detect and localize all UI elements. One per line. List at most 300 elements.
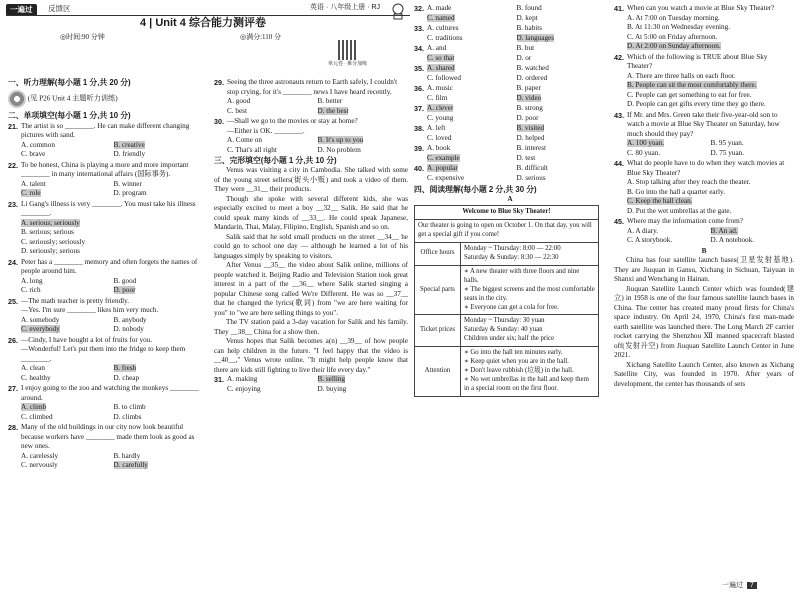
notice-line: ∗ Go into the hall ten minutes early. (464, 349, 563, 357)
answer-option[interactable] (517, 4, 607, 14)
answer-option[interactable] (227, 107, 318, 117)
section-listening: 一、听力理解(每小题 1 分,共 20 分) (8, 78, 131, 87)
option-text: D. serious (516, 173, 546, 182)
feedback-label: 反馈区 (48, 4, 71, 13)
option-list (8, 316, 206, 335)
option-list (214, 97, 408, 116)
question-list (214, 78, 408, 155)
option-text: D. buying (317, 384, 347, 393)
answer-option[interactable] (114, 325, 207, 335)
answer-option[interactable] (114, 180, 207, 190)
option-text: C. expensive (427, 173, 465, 182)
option-text: B. People can sit the most comfortably there. (627, 81, 757, 89)
answer-option[interactable] (427, 44, 517, 54)
question-number: 28. (8, 423, 18, 433)
notice-row-label: Office hours (415, 242, 461, 265)
option-text: D. helped (516, 133, 545, 142)
option-text: A. long (21, 276, 43, 285)
option-list (8, 403, 206, 422)
question-number: 36. (414, 84, 424, 93)
question-item (414, 4, 606, 23)
answer-option[interactable] (517, 144, 607, 154)
answer-option[interactable] (711, 227, 795, 237)
theater-notice-table (414, 205, 599, 397)
question-item (214, 78, 408, 116)
answer-option[interactable] (21, 247, 206, 257)
answer-option[interactable] (517, 114, 607, 124)
brand-logo: 一遍过 (6, 4, 37, 16)
option-text: B. watched (516, 64, 549, 72)
option-list (414, 144, 606, 163)
answer-option[interactable] (517, 34, 607, 44)
option-text: D. nobody (113, 325, 144, 334)
option-text: B. An ad. (710, 226, 738, 235)
option-text: B. visited (516, 124, 545, 132)
answer-option[interactable] (427, 154, 517, 164)
option-text: B. serious; serious (21, 228, 74, 237)
column-1 (8, 78, 206, 472)
option-text: D. People can get gifts every time they go there. (627, 100, 766, 108)
answer-option[interactable] (627, 91, 794, 101)
answer-option[interactable] (427, 114, 517, 124)
option-list (214, 375, 408, 394)
notice-intro: Our theater is going to open on October 1. On that day, you will get a special gift if you come! (415, 219, 599, 242)
option-list (614, 227, 794, 246)
answer-option[interactable] (627, 149, 711, 159)
option-text: B. habits (516, 24, 543, 32)
option-text: D. 75 yuan. (710, 148, 745, 157)
option-text: C. 80 yuan. (627, 148, 661, 157)
answer-option[interactable] (627, 72, 794, 82)
question-stem-row (614, 217, 794, 227)
answer-option[interactable] (21, 141, 114, 151)
notice-line: ∗ Everyone can get a cola for free. (464, 303, 559, 311)
option-text: A. common (21, 140, 55, 149)
reading-paragraph: Xichang Satellite Launch Center, also known as Xichang Satellite City, was founded in 1970. After years of development, the center has thousands of sets (614, 360, 794, 388)
reading-paragraph: China has four satellite launch bases(卫星发射基地). They are Jiuquan in Gansu, Xichang in Sichuan, Taiyuan in Shanxi and Wenchang in Hainan. (614, 256, 794, 283)
answer-option[interactable] (711, 236, 795, 246)
answer-option[interactable] (114, 374, 207, 384)
answer-option[interactable] (517, 94, 607, 104)
question-item (8, 384, 206, 422)
cloze-paragraph: The TV station paid a 3-day vacation for Salik and his family. They __38__ China for a show then. (214, 318, 408, 336)
answer-option[interactable] (427, 54, 517, 64)
answer-option[interactable] (21, 277, 114, 287)
answer-option[interactable] (627, 207, 794, 217)
notice-row-content (461, 315, 599, 347)
answer-option[interactable] (427, 74, 517, 84)
answer-option[interactable] (427, 174, 517, 184)
question-stem: To be honest, China is playing a more and more important ________ in many international affairs (国际事务). (21, 160, 189, 179)
answer-option[interactable] (318, 385, 409, 395)
question-item (614, 53, 794, 110)
option-text: C. film (427, 93, 448, 102)
answer-option[interactable] (114, 403, 207, 413)
option-text: A. talent (21, 179, 46, 188)
question-stem: I enjoy going to the zoo and watching the monkeys ________ around. (21, 384, 199, 402)
question-stem: Where may the information come from? (627, 217, 743, 225)
question-number: 27. (8, 384, 18, 394)
question-stem: What do people have to do when they watch movies at Blue Sky Theater? (627, 159, 785, 177)
answer-option[interactable] (427, 64, 517, 74)
answer-option[interactable] (711, 139, 795, 149)
answer-option[interactable] (517, 134, 607, 144)
question-number: 41. (614, 4, 624, 13)
question-item (614, 217, 794, 246)
option-text: C. young (427, 113, 454, 122)
question-item (414, 144, 606, 163)
answer-option[interactable] (21, 219, 206, 229)
question-number: 40. (414, 164, 424, 173)
listening-note (8, 90, 206, 108)
option-text: D. poor (113, 286, 136, 295)
cloze-paragraph: Venus hopes that Salik becomes a(n) __39__ of how people can help children in the future. "I feel happy that the video is __40__," Venus wrote online. "It might help people know that there are kids still fighting to live their life every day." (214, 337, 408, 374)
option-text: D. the best (317, 106, 349, 115)
question-number: 39. (414, 144, 424, 153)
mascot-icon (388, 2, 408, 20)
question-stem: If Mr. and Mrs. Green take their five-year-old son to watch a movie at Blue Sky Theater on Saturday, how much should they pay? (627, 110, 780, 138)
question-number: 33. (414, 24, 424, 33)
option-text: A. carelessly (21, 451, 59, 460)
answer-option[interactable] (114, 286, 207, 296)
notice-row-content (461, 347, 599, 397)
question-item (8, 297, 206, 335)
option-list (414, 4, 606, 23)
question-number: 24. (8, 257, 18, 267)
book-tag: 英语 · 八年级上册 · RJ (310, 4, 380, 11)
answer-option[interactable] (627, 139, 711, 149)
answer-option[interactable] (627, 227, 711, 237)
question-item (614, 4, 794, 52)
option-text: B. It's up to you (317, 136, 364, 144)
answer-option[interactable] (627, 188, 794, 198)
answer-option[interactable] (627, 33, 794, 43)
question-item (414, 24, 606, 43)
answer-option[interactable] (427, 164, 517, 174)
column-2 (214, 78, 408, 395)
answer-option[interactable] (627, 197, 794, 207)
question-stem-row (8, 258, 206, 277)
option-text: D. Put the wet umbrellas at the gate. (627, 206, 732, 215)
question-item (414, 164, 606, 183)
question-number: 26. (8, 335, 18, 345)
notice-row (415, 242, 599, 265)
cloze-paragraph: After Venus __35__ the video about Salik online, millions of people watched it. Beijing Radio and Television Station took great interest in a part of the __36__ where Salik started singing a popular Chinese song called We're Different. He was so __37__ that he changed the lyrics(歌词) from "we are here waiting for you" to "we are here selling things to you". (214, 261, 408, 317)
option-list (414, 124, 606, 143)
option-text: D. climbs (113, 412, 142, 421)
notice-line: ∗ The biggest screens and the most comfortable seats in the city. (464, 285, 595, 302)
question-stem-row (8, 423, 206, 452)
notice-line: ∗ Keep quiet when you are in the hall. (464, 358, 569, 366)
question-item (414, 84, 606, 103)
answer-option[interactable] (114, 277, 207, 287)
answer-option[interactable] (517, 24, 607, 34)
option-list (8, 277, 206, 296)
question-number: 38. (414, 124, 424, 133)
page-footer (722, 581, 757, 590)
answer-option[interactable] (627, 81, 794, 91)
option-text: D. languages (516, 33, 555, 42)
page-number: 7 (747, 582, 757, 589)
answer-option[interactable] (517, 74, 607, 84)
answer-option[interactable] (517, 64, 607, 74)
option-text: D. video (516, 93, 542, 102)
answer-option[interactable] (427, 124, 517, 134)
question-item (8, 161, 206, 199)
option-text: C. named (427, 13, 455, 22)
option-text: C. role (21, 189, 41, 198)
answer-option[interactable] (21, 189, 114, 199)
option-text: B. At 11:30 on Wednesday evening. (627, 23, 731, 31)
answer-option[interactable] (427, 94, 517, 104)
answer-option[interactable] (318, 107, 409, 117)
section-cloze: 三、完形填空(每小题 1 分,共 10 分) (214, 156, 337, 165)
answer-option[interactable] (227, 146, 318, 156)
answer-option[interactable] (517, 14, 607, 24)
question-number: 31. (214, 375, 224, 385)
answer-option[interactable] (427, 144, 517, 154)
question-number: 22. (8, 160, 18, 170)
option-text: D. At 2:00 on Sunday afternoon. (627, 42, 721, 50)
question-item (614, 159, 794, 216)
option-text: A. made (427, 4, 452, 12)
question-number: 21. (8, 121, 18, 131)
answer-option[interactable] (517, 104, 607, 114)
answer-option[interactable] (517, 174, 607, 184)
question-stem: —The math teacher is pretty friendly. —Yes. I'm sure ________ likes him very much. (21, 296, 159, 315)
option-text: C. That's all right (227, 145, 277, 154)
option-text: A. A diary. (627, 226, 659, 235)
audio-cd-icon (8, 90, 26, 108)
section-reading: 四、阅读理解(每小题 2 分,共 30 分) (414, 185, 537, 194)
question-stem: Which of the following is TRUE about Blue Sky Theater? (627, 52, 768, 70)
answer-option[interactable] (427, 24, 517, 34)
option-list (614, 72, 794, 110)
answer-option[interactable] (427, 14, 517, 24)
answer-option[interactable] (21, 374, 114, 384)
answer-option[interactable] (627, 236, 711, 246)
passage-label: B (701, 246, 707, 255)
answer-option[interactable] (21, 316, 114, 326)
option-text: B. winner (113, 179, 142, 188)
question-stem: Peter has a ________ memory and often forgets the names of people around him. (21, 257, 198, 276)
answer-option[interactable] (21, 403, 114, 413)
question-item (414, 44, 606, 63)
answer-option[interactable] (627, 23, 794, 33)
option-text: C. People can get something to eat for free. (627, 90, 752, 99)
cloze-paragraph: Venus was visiting a city in Cambodia. She talked with some of the young street sellers(街头小贩) and took a video of them. They were __31__ their products. (214, 166, 408, 194)
option-list (8, 452, 206, 471)
column-3 (414, 4, 606, 397)
section-single-choice: 二、单项填空(每小题 1 分,共 10 分) (8, 111, 131, 121)
question-number: 30. (214, 117, 224, 126)
option-text: C. so that (427, 53, 455, 62)
option-text: C. At 5:00 on Friday afternoon. (627, 32, 718, 41)
option-text: D. ordered (516, 73, 548, 82)
answer-option[interactable] (21, 180, 114, 190)
question-stem: —Shall we go to the movies or stay at home? —Either is OK. ________. (227, 117, 358, 135)
answer-option[interactable] (114, 150, 207, 160)
question-list (414, 4, 606, 183)
answer-option[interactable] (227, 136, 318, 146)
answer-option[interactable] (114, 189, 207, 199)
option-text: C. rich (21, 286, 41, 295)
question-stem-row (614, 159, 794, 178)
notice-title: Welcome to Blue Sky Theater! (415, 205, 599, 219)
option-text: D. or (516, 53, 532, 62)
answer-option[interactable] (517, 164, 607, 174)
option-text: C. seriously; seriously (21, 237, 86, 246)
option-list (414, 64, 606, 83)
answer-option[interactable] (318, 146, 409, 156)
option-text: A. good (227, 97, 251, 105)
answer-option[interactable] (517, 54, 607, 64)
answer-option[interactable] (517, 124, 607, 134)
option-text: A. There are three halls on each floor. (627, 71, 736, 80)
answer-option[interactable] (427, 34, 517, 44)
passage-label: A (507, 195, 513, 204)
option-text: D. poor (516, 113, 539, 122)
question-item (214, 117, 408, 155)
answer-option[interactable] (114, 452, 207, 462)
question-number: 42. (614, 52, 624, 62)
answer-option[interactable] (21, 238, 206, 248)
option-text: C. followed (427, 73, 461, 82)
answer-option[interactable] (627, 14, 794, 24)
option-text: C. example (427, 153, 460, 162)
question-number: 44. (614, 159, 624, 168)
answer-option[interactable] (114, 141, 207, 151)
option-list (414, 104, 606, 123)
column-4 (614, 4, 794, 389)
answer-option[interactable] (517, 154, 607, 164)
option-text: A. At 7:00 on Tuesday morning. (627, 13, 720, 22)
question-stem-row (614, 111, 794, 140)
answer-option[interactable] (227, 97, 318, 107)
option-text: B. Go into the hall a quarter early. (627, 187, 725, 196)
notice-line: Monday ~ Thursday: 30 yuan (464, 317, 545, 325)
question-stem-row (8, 200, 206, 219)
answer-option[interactable] (21, 413, 114, 423)
question-number: 23. (8, 199, 18, 209)
option-text: A. cultures (427, 24, 459, 32)
answer-option[interactable] (114, 461, 207, 471)
option-list (8, 141, 206, 160)
option-text: B. 95 yuan. (710, 139, 744, 147)
question-number: 34. (414, 44, 424, 53)
answer-option[interactable] (427, 134, 517, 144)
option-text: D. cheap (113, 373, 140, 382)
option-text: B. fresh (113, 364, 137, 373)
question-item (8, 122, 206, 160)
answer-option[interactable] (517, 84, 607, 94)
option-list (414, 84, 606, 103)
option-text: C. climbed (21, 412, 53, 421)
option-text: B. selling (317, 375, 346, 384)
option-text: D. A notebook. (710, 236, 755, 244)
notice-row (415, 347, 599, 397)
option-text: B. good (113, 276, 137, 285)
answer-option[interactable] (427, 4, 517, 14)
answer-option[interactable] (627, 42, 794, 52)
notice-row-label: Attention (415, 347, 461, 397)
answer-option[interactable] (21, 150, 114, 160)
option-text: C. healthy (21, 373, 51, 382)
answer-option[interactable] (318, 136, 409, 146)
answer-option[interactable] (318, 375, 409, 385)
option-text: C. loved (427, 133, 452, 142)
option-text: A. somebody (21, 315, 60, 324)
option-text: C. enjoying (227, 384, 261, 393)
answer-option[interactable] (114, 413, 207, 423)
question-item (8, 336, 206, 384)
option-text: B. paper (516, 84, 541, 92)
time-limit: ◎时间:90 分钟 (60, 33, 105, 41)
listening-note-text: (见 P26 Unit 4 主题听力训练) (27, 94, 118, 103)
option-text: B. hardly (113, 451, 141, 460)
option-text: C. traditions (427, 33, 463, 42)
question-list (214, 375, 408, 394)
option-text: A. left (427, 124, 446, 132)
answer-option[interactable] (711, 149, 795, 159)
question-list (8, 122, 206, 471)
question-stem: Many of the old buildings in our city now look beautiful because workers have ________ made them look as good as new ones. (21, 423, 195, 451)
notice-row-label: Ticket prices (415, 315, 461, 347)
answer-option[interactable] (21, 461, 114, 471)
answer-option[interactable] (21, 325, 114, 335)
reading-paragraph: Jiuquan Satellite Launch Center which was founded(建立) in 1958 is one of the four famous satellite launch bases in China. The center has created many proud firsts for China's space industry. On April 24, 1970, China's first man-made earth satellite was launched there. The Long March 2F carrier rocket carrying the Shenzhou Ⅻ manned spacecraft blasted off(发射升空) from Jiuquan Satellite Launch Center in June 2021. (614, 284, 794, 359)
option-text: B. difficult (516, 164, 548, 172)
question-list (614, 4, 794, 246)
option-text: B. interest (516, 144, 547, 152)
question-stem: When can you watch a movie at Blue Sky Theater? (627, 4, 775, 12)
option-text: A. music (427, 84, 453, 92)
question-item (414, 64, 606, 83)
question-stem: Li Gang's illness is very ________. You must take his illness ________. (21, 199, 196, 218)
answer-option[interactable] (227, 385, 318, 395)
answer-option[interactable] (21, 228, 206, 238)
answer-option[interactable] (427, 84, 517, 94)
option-text: A. and (427, 44, 447, 52)
question-number: 35. (414, 64, 424, 73)
option-text: B. to climb (113, 403, 146, 412)
question-item (8, 258, 206, 296)
answer-option[interactable] (517, 44, 607, 54)
option-text: A. serious; seriously (21, 218, 80, 227)
question-item (214, 375, 408, 394)
question-stem-row (8, 297, 206, 316)
notice-row (415, 265, 599, 315)
option-text: B. anybody (113, 315, 147, 324)
answer-option[interactable] (427, 104, 517, 114)
answer-option[interactable] (114, 364, 207, 374)
option-list (414, 44, 606, 63)
answer-option[interactable] (227, 375, 318, 385)
answer-option[interactable] (627, 100, 794, 110)
question-item (414, 124, 606, 143)
option-text: A. making (227, 375, 258, 384)
answer-option[interactable] (21, 452, 114, 462)
answer-option[interactable] (627, 178, 794, 188)
question-item (8, 423, 206, 471)
notice-line: ∗ No wet umbrellas in the hall and keep them in a special room on the first floor. (464, 376, 589, 393)
option-text: A. climb (21, 403, 47, 412)
answer-option[interactable] (21, 286, 114, 296)
answer-option[interactable] (114, 316, 207, 326)
answer-option[interactable] (21, 364, 114, 374)
option-text: A. clever (427, 104, 454, 112)
answer-option[interactable] (318, 97, 409, 107)
